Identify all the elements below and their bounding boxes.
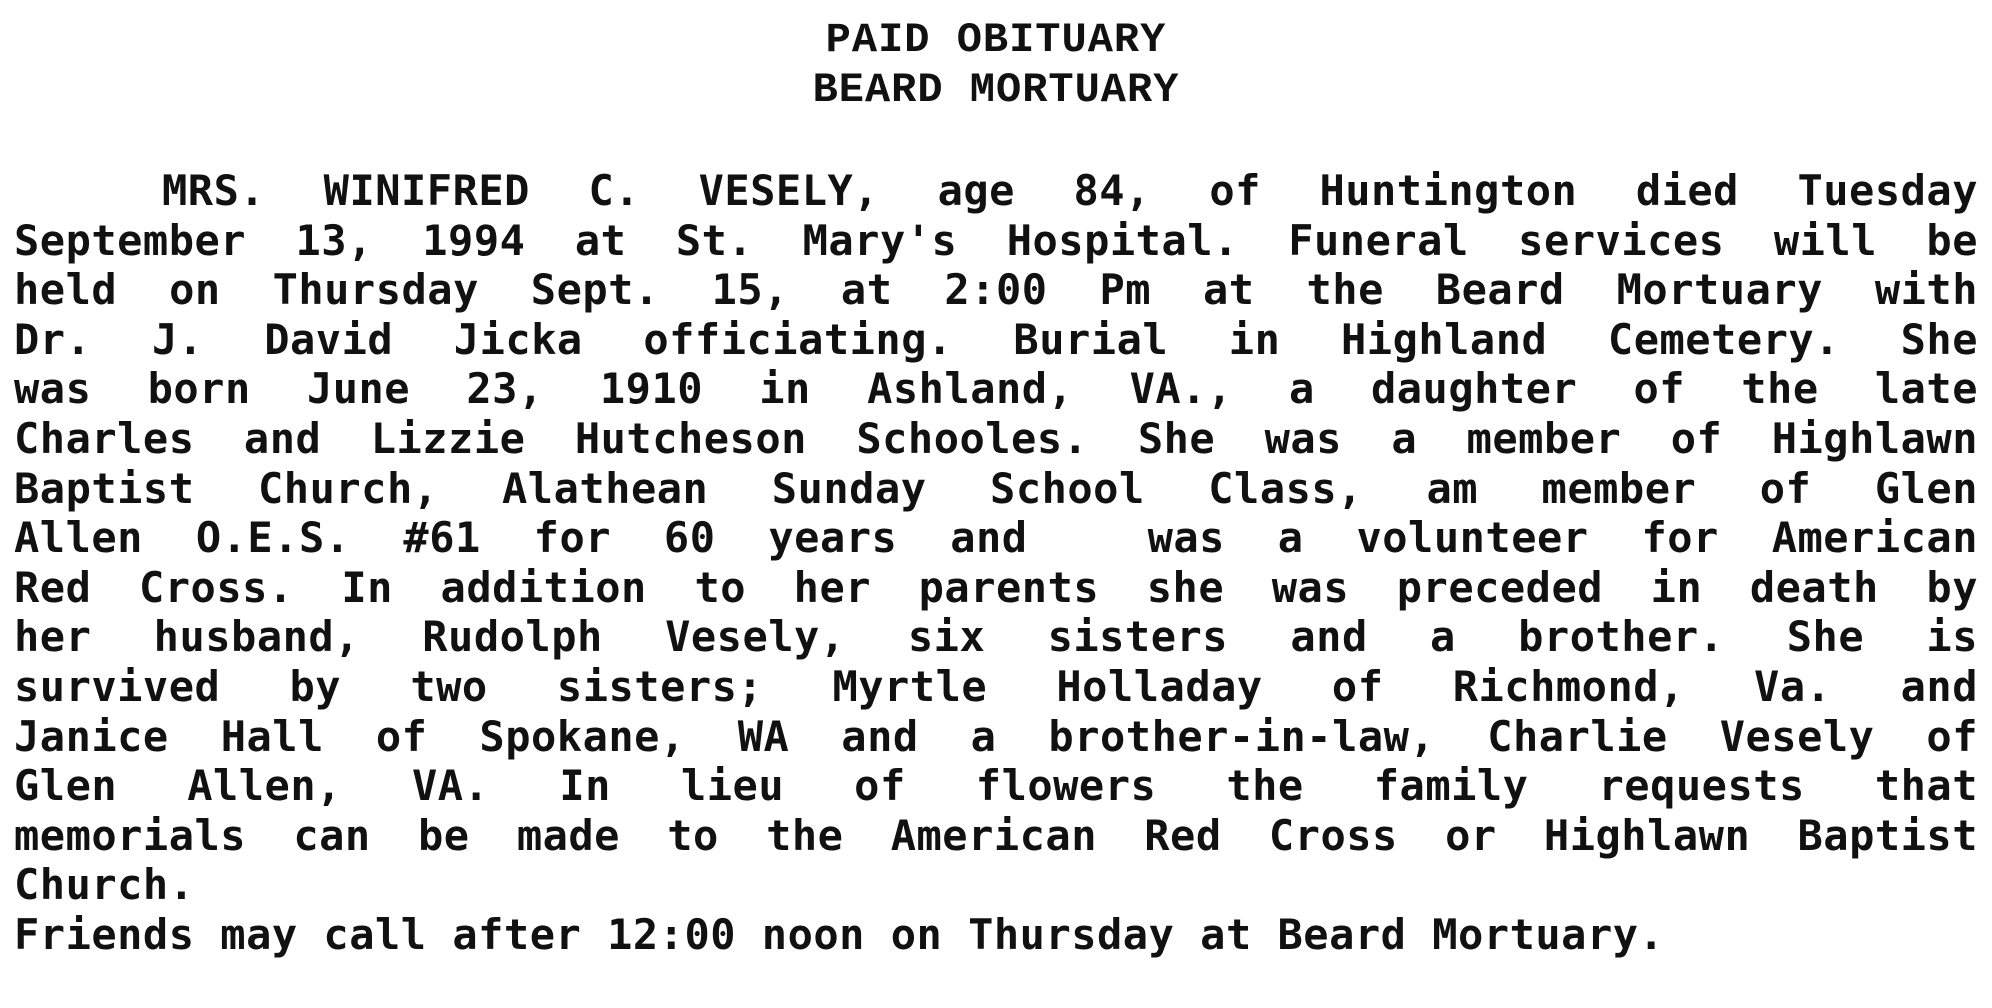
text-line: memorials can be made to the American Red Cross or Highlawn Baptist [14,810,1978,860]
text-line: her husband, Rudolph Vesely, six sisters and a brother. She is [14,612,1978,662]
text-line: survived by two sisters; Myrtle Holladay of Richmond, Va. and [14,661,1978,711]
notice-title: PAID OBITUARY [825,16,1167,64]
text-segment: Allen O.E.S. #61 for 60 years and [14,513,1028,563]
text-line: Dr. J. David Jicka officiating. Burial in Highland Cemetery. She [14,314,1978,364]
text-line: Glen Allen, VA. In lieu of flowers the family requests that [14,761,1978,811]
text-line: Church. [14,860,195,910]
text-line: Janice Hall of Spokane, WA and a brother-in-law, Charlie Vesely of [14,711,1978,761]
text-segment: was a volunteer for American [1147,513,1978,563]
text-line: MRS. WINIFRED C. VESELY, age 84, of Huntington died Tuesday [162,166,1978,215]
text-line: Charles and Lizzie Hutcheson Schooles. She was a member of Highlawn [14,413,1978,463]
mortuary-name: BEARD MORTUARY [812,66,1180,114]
text-line: Red Cross. In addition to her parents she was preceded in death by [14,562,1978,612]
obituary-text [14,166,1978,960]
text-line: Baptist Church, Alathean Sunday School Class, am member of Glen [14,463,1978,513]
text-line: September 13, 1994 at St. Mary's Hospital. Funeral services will be [14,215,1978,265]
text-line-with-gap [14,513,1978,563]
closing-line: Friends may call after 12:00 noon on Thursday at Beard Mortuary. [14,909,1665,959]
text-line: held on Thursday Sept. 15, at 2:00 Pm at the Beard Mortuary with [14,265,1978,315]
text-line: was born June 23, 1910 in Ashland, VA., a daughter of the late [14,364,1978,414]
